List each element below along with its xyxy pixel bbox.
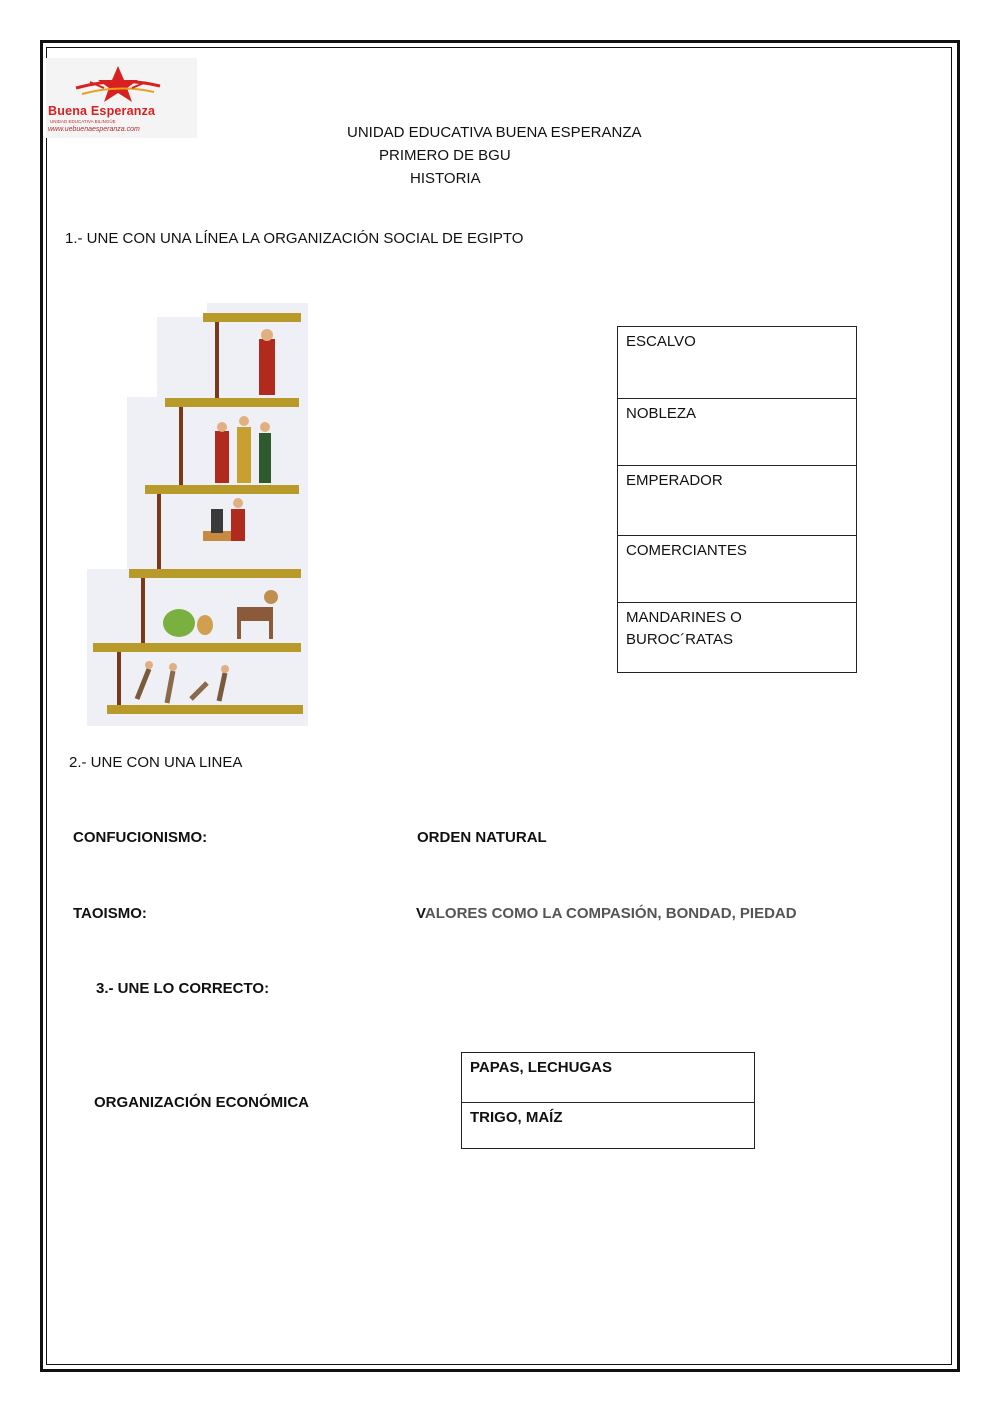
option-label: EMPERADOR: [626, 472, 723, 489]
question-3-prompt: 3.- UNE LO CORRECTO:: [96, 980, 270, 997]
organizacion-economica-label[interactable]: ORGANIZACIÓN ECONÓMICA: [94, 1094, 309, 1111]
option-cell[interactable]: [462, 1102, 754, 1149]
school-name: UNIDAD EDUCATIVA BUENA ESPERANZA: [347, 124, 642, 141]
option-label: ESCALVO: [626, 333, 696, 350]
option-label: COMERCIANTES: [626, 542, 747, 559]
social-pyramid-illustration: [87, 303, 308, 726]
q1-options-table: [617, 326, 857, 673]
option-cell[interactable]: [618, 398, 856, 466]
definition-valores-initial: V: [416, 905, 425, 922]
term-taoismo[interactable]: TAOISMO:: [73, 905, 147, 922]
definition-orden-natural[interactable]: ORDEN NATURAL: [417, 829, 547, 846]
option-label-line-2: BUROC´RATAS: [626, 631, 733, 648]
subject-label: HISTORIA: [410, 170, 481, 187]
grade-label: PRIMERO DE BGU: [379, 147, 511, 164]
school-logo: [46, 58, 197, 138]
term-confucionismo[interactable]: CONFUCIONISMO:: [73, 829, 208, 846]
q3-options-table: [461, 1052, 755, 1149]
option-cell[interactable]: [618, 535, 856, 603]
option-cell[interactable]: [618, 602, 856, 673]
option-cell[interactable]: [462, 1053, 754, 1102]
definition-valores-rest: ALORES COMO LA COMPASIÓN, BONDAD, PIEDAD: [424, 905, 797, 922]
option-label: PAPAS, LECHUGAS: [470, 1059, 612, 1076]
option-label: MANDARINES O: [626, 609, 742, 626]
question-2-prompt: 2.- UNE CON UNA LINEA: [69, 754, 243, 771]
definition-valores[interactable]: [416, 905, 797, 922]
star-emblem-icon: [46, 58, 197, 106]
option-cell[interactable]: [618, 465, 856, 536]
logo-name: Buena Esperanza: [48, 104, 156, 118]
option-label: NOBLEZA: [626, 405, 697, 422]
logo-url: www.uebuenaesperanza.com: [48, 126, 140, 133]
question-1-prompt: 1.- UNE CON UNA LÍNEA LA ORGANIZACIÓN SOCIAL DE EGIPTO: [65, 230, 524, 247]
logo-subtitle: UNIDAD EDUCATIVA BILINGÜE: [50, 119, 116, 124]
option-label: TRIGO, MAÍZ: [470, 1109, 563, 1126]
option-cell[interactable]: [618, 327, 856, 398]
